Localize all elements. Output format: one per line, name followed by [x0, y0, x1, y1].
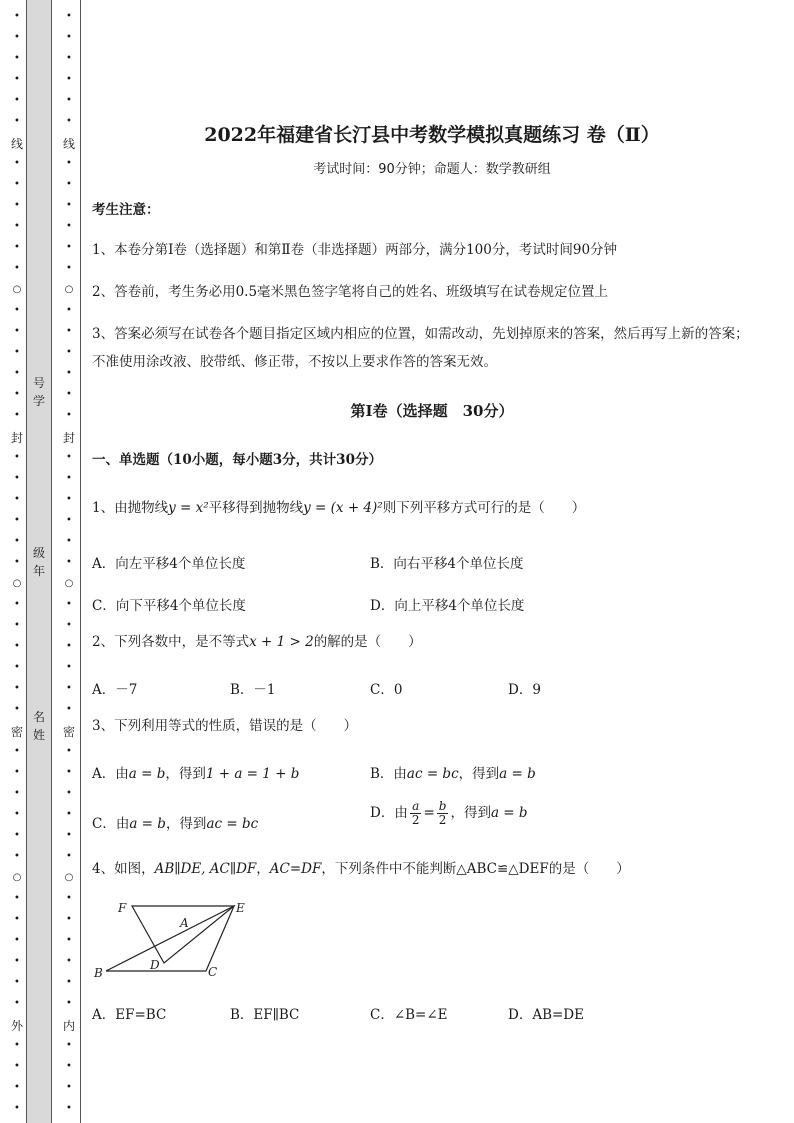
grade-label: 级 年 — [32, 546, 45, 578]
outer-dot-column — [8, 0, 26, 1123]
binding-circle: ○ — [12, 578, 22, 589]
q4-option-d: D．AB=DE — [508, 1007, 584, 1023]
binding-dot: • — [66, 515, 72, 526]
binding-dot: • — [66, 935, 72, 946]
binding-dot: • — [14, 557, 20, 568]
binding-dot: • — [14, 221, 20, 232]
binding-dot: • — [66, 263, 72, 274]
q1-option-a: A．向左平移4个单位长度 — [92, 556, 246, 572]
binding-dot: • — [66, 410, 72, 421]
q3-option-c: C．由a = b，得到ac = bc — [92, 816, 259, 832]
question-4: 4、如图，AB∥DE, AC∥DF，AC=DF，下列条件中不能判断△ABC≌△DEF的是（ ） — [92, 861, 630, 877]
binding-dot: • — [66, 179, 72, 190]
binding-dot: • — [66, 641, 72, 652]
binding-dot: • — [14, 914, 20, 925]
question-2: 2、下列各数中，是不等式x + 1 > 2的解的是（ ） — [92, 634, 422, 650]
notice-heading: 考生注意： — [92, 202, 160, 218]
binding-dot: • — [14, 935, 20, 946]
binding-dot: • — [14, 788, 20, 799]
outer-seal-char: 线 — [10, 137, 23, 151]
binding-dot: • — [14, 53, 20, 64]
label-d: D — [150, 958, 160, 972]
label-c: C — [208, 965, 218, 979]
binding-dot: • — [14, 368, 20, 379]
binding-dot: • — [66, 158, 72, 169]
binding-dot: • — [66, 704, 72, 715]
q1-option-d: D．向上平移4个单位长度 — [370, 598, 525, 614]
binding-dot: • — [66, 809, 72, 820]
name-label: 名 姓 — [32, 710, 45, 742]
binding-dot: • — [66, 347, 72, 358]
q3-option-d: D．由 $\frac{a}{2}$ = $\frac{b}{2}$ ，得到a = b — [370, 799, 528, 827]
q2-option-b: B．－1 — [230, 682, 276, 698]
binding-dot: • — [14, 305, 20, 316]
outer-seal-char: 封 — [10, 431, 23, 445]
q4-option-b: B．EF∥BC — [230, 1007, 300, 1023]
binding-dot: • — [66, 53, 72, 64]
binding-dot: • — [66, 536, 72, 547]
student-number-label: 号 学 — [32, 376, 45, 408]
binding-dot: • — [14, 32, 20, 43]
binding-dot: • — [66, 452, 72, 463]
q2-option-c: C．0 — [370, 682, 403, 698]
binding-circle: ○ — [64, 872, 74, 883]
binding-dot: • — [66, 788, 72, 799]
binding-dot: • — [14, 473, 20, 484]
binding-dot: • — [66, 998, 72, 1009]
binding-dot: • — [14, 11, 20, 22]
binding-dot: • — [14, 1103, 20, 1114]
binding-dot: • — [14, 95, 20, 106]
formula: y = (x + 4)² — [303, 500, 383, 516]
binding-dot: • — [14, 851, 20, 862]
q1-option-b: B．向右平移4个单位长度 — [370, 556, 524, 572]
binding-dot: • — [66, 1061, 72, 1072]
formula: y = x² — [168, 500, 209, 516]
exam-info: 考试时间：90分钟；命题人：数学教研组 — [313, 162, 551, 177]
binding-circle: ○ — [12, 872, 22, 883]
q4-figure — [92, 896, 262, 986]
binding-dot: • — [14, 74, 20, 85]
binding-dot: • — [66, 95, 72, 106]
binding-dot: • — [14, 389, 20, 400]
q2-option-a: A．－7 — [92, 682, 138, 698]
binding-dot: • — [66, 74, 72, 85]
outer-seal-char: 密 — [10, 725, 23, 739]
binding-dot: • — [14, 116, 20, 127]
binding-dot: • — [66, 620, 72, 631]
binding-dot: • — [14, 599, 20, 610]
binding-dot: • — [66, 368, 72, 379]
formula: x + 1 > 2 — [249, 634, 314, 650]
binding-dot: • — [14, 263, 20, 274]
binding-dot: • — [14, 410, 20, 421]
binding-rule — [80, 0, 81, 1123]
inner-seal-char: 封 — [62, 431, 75, 445]
binding-dot: • — [14, 326, 20, 337]
binding-dot: • — [14, 641, 20, 652]
binding-circle: ○ — [64, 284, 74, 295]
binding-dot: • — [66, 956, 72, 967]
binding-dot: • — [14, 767, 20, 778]
binding-dot: • — [14, 1082, 20, 1093]
binding-dot: • — [14, 704, 20, 715]
triangle-def — [132, 906, 234, 963]
binding-dot: • — [14, 746, 20, 757]
binding-dot: • — [66, 1040, 72, 1051]
binding-dot: • — [14, 620, 20, 631]
inner-dot-column — [60, 0, 78, 1123]
binding-dot: • — [14, 1040, 20, 1051]
binding-dot: • — [66, 326, 72, 337]
binding-dot: • — [66, 746, 72, 757]
binding-dot: • — [66, 662, 72, 673]
notice-item-2: 2、答卷前，考生务必用0.5毫米黑色签字笔将自己的姓名、班级填写在试卷规定位置上 — [92, 284, 609, 300]
binding-dot: • — [66, 242, 72, 253]
binding-dot: • — [66, 1082, 72, 1093]
binding-dot: • — [66, 557, 72, 568]
binding-dot: • — [66, 389, 72, 400]
q2-option-d: D．9 — [508, 682, 541, 698]
binding-dot: • — [14, 998, 20, 1009]
binding-dot: • — [66, 200, 72, 211]
label-e: E — [236, 901, 245, 915]
binding-dot: • — [14, 452, 20, 463]
q1-option-c: C．向下平移4个单位长度 — [92, 598, 246, 614]
binding-dot: • — [14, 662, 20, 673]
q4-option-c: C．∠B=∠E — [370, 1007, 448, 1023]
notice-item-3: 3、答案必须写在试卷各个题目指定区域内相应的位置，如需改动，先划掉原来的答案，然后再写上新的答案；不准使用涂改液、胶带纸、修正带，不按以上要求作答的答案无效。 — [92, 326, 749, 370]
binding-dot: • — [66, 221, 72, 232]
notice-item-1: 1、本卷分第Ⅰ卷（选择题）和第Ⅱ卷（非选择题）两部分，满分100分，考试时间90分钟 — [92, 242, 618, 258]
q4-option-a: A．EF=BC — [92, 1007, 167, 1023]
inner-seal-char: 密 — [62, 725, 75, 739]
binding-dot: • — [14, 893, 20, 904]
binding-dot: • — [14, 956, 20, 967]
binding-dot: • — [66, 116, 72, 127]
binding-dot: • — [14, 809, 20, 820]
binding-dot: • — [14, 158, 20, 169]
page-title: 2022年福建省长汀县中考数学模拟真题练习 卷（Ⅱ） — [204, 124, 660, 146]
binding-dot: • — [14, 494, 20, 505]
label-a: A — [180, 916, 189, 930]
binding-dot: • — [66, 683, 72, 694]
part-heading: 一、单选题（10小题，每小题3分，共计30分） — [92, 452, 382, 468]
inner-seal-char: 内 — [62, 1019, 75, 1033]
binding-dot: • — [14, 347, 20, 358]
binding-dot: • — [14, 242, 20, 253]
binding-dot: • — [14, 515, 20, 526]
binding-dot: • — [14, 200, 20, 211]
label-b: B — [94, 966, 103, 980]
binding-dot: • — [66, 914, 72, 925]
binding-dot: • — [14, 179, 20, 190]
binding-dot: • — [14, 683, 20, 694]
binding-dot: • — [66, 1103, 72, 1114]
binding-circle: ○ — [12, 284, 22, 295]
section-title: 第Ⅰ卷（选择题 30分） — [350, 402, 514, 420]
binding-circle: ○ — [64, 578, 74, 589]
binding-dot: • — [14, 977, 20, 988]
triangle-abc — [106, 906, 234, 971]
binding-dot: • — [14, 830, 20, 841]
binding-dot: • — [66, 830, 72, 841]
binding-dot: • — [66, 767, 72, 778]
label-f: F — [118, 901, 127, 915]
q3-option-b: B．由ac = bc，得到a = b — [370, 766, 536, 782]
outer-seal-char: 外 — [10, 1019, 23, 1033]
question-1: 1、由抛物线y = x²平移得到抛物线y = (x + 4)²则下列平移方式可行的是（ ） — [92, 500, 586, 516]
inner-seal-char: 线 — [62, 137, 75, 151]
binding-dot: • — [66, 977, 72, 988]
binding-dot: • — [66, 893, 72, 904]
binding-dot: • — [66, 599, 72, 610]
binding-dot: • — [66, 305, 72, 316]
binding-dot: • — [14, 1061, 20, 1072]
question-3: 3、下列利用等式的性质，错误的是（ ） — [92, 718, 358, 734]
binding-dot: • — [14, 536, 20, 547]
binding-dot: • — [66, 851, 72, 862]
binding-dot: • — [66, 494, 72, 505]
binding-dot: • — [66, 32, 72, 43]
binding-dot: • — [66, 11, 72, 22]
q3-option-a: A．由a = b，得到1 + a = 1 + b — [92, 766, 300, 782]
binding-dot: • — [66, 473, 72, 484]
